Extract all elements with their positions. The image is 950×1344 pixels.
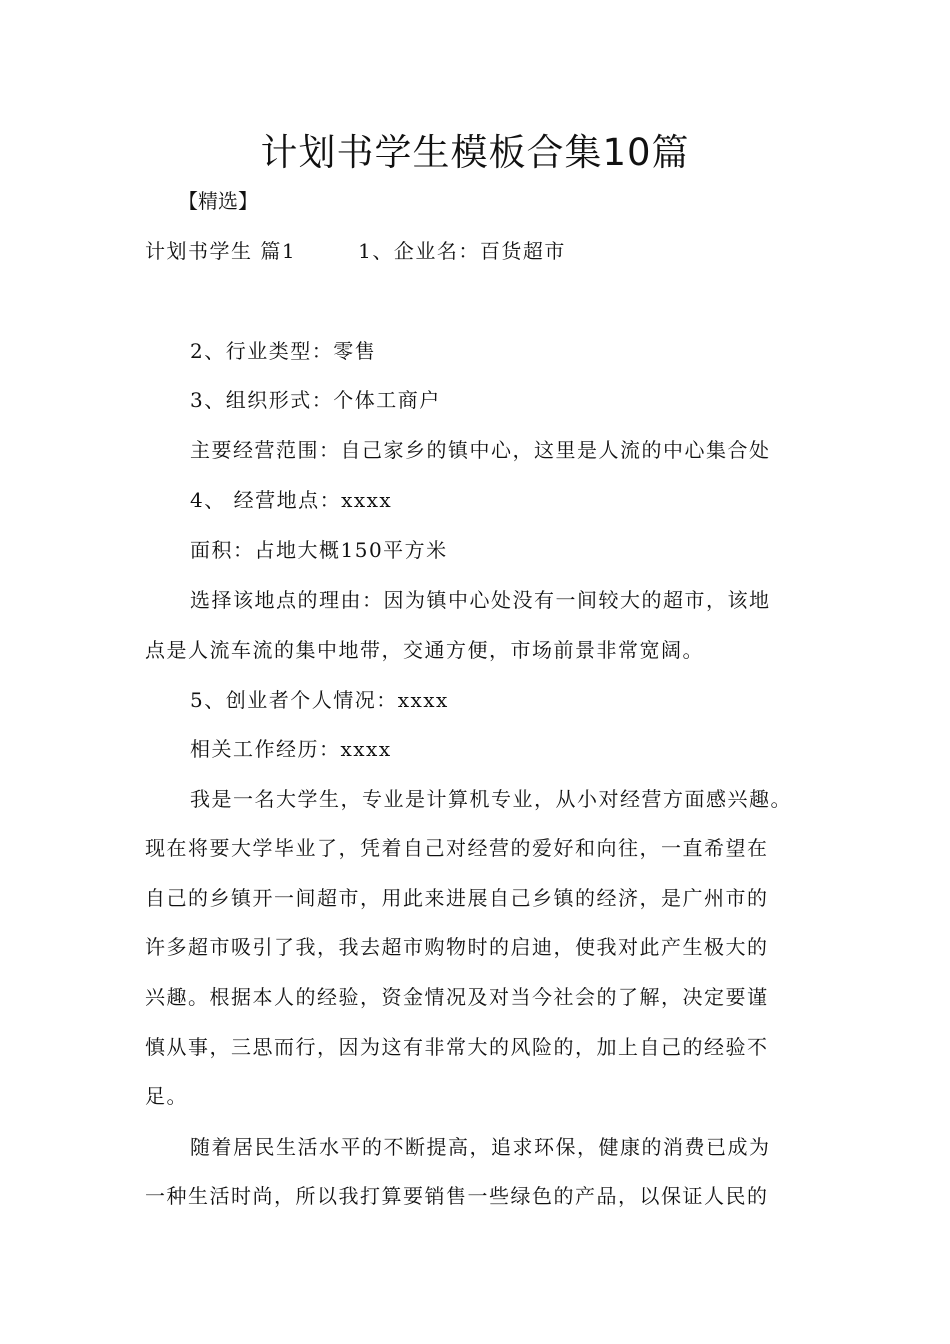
paragraph-line: 3、组织形式：个体工商户 (190, 388, 441, 412)
paragraph-line: 面积：占地大概150平方米 (190, 538, 448, 562)
paragraph-line: 兴趣。根据本人的经验，资金情况及对当今社会的了解，决定要谨 (145, 985, 769, 1009)
paragraph-line: 相关工作经历：xxxx (190, 737, 392, 761)
paragraph-line: 足。 (145, 1084, 188, 1108)
selected-tag: 【精选】 (178, 189, 258, 213)
paragraph-line: 主要经营范围：自己家乡的镇中心，这里是人流的中心集合处 (190, 438, 771, 462)
paragraph-line: 选择该地点的理由：因为镇中心处没有一间较大的超市，该地 (190, 588, 771, 612)
paragraph-line: 慎从事，三思而行，因为这有非常大的风险的，加上自己的经验不 (145, 1035, 769, 1059)
paragraph-line: 自己的乡镇开一间超市，用此来进展自己乡镇的经济，是广州市的 (145, 886, 769, 910)
paragraph-line: 我是一名大学生，专业是计算机专业，从小对经营方面感兴趣。 (190, 787, 792, 811)
paragraph-line: 现在将要大学毕业了，凭着自己对经营的爱好和向往，一直希望在 (145, 836, 769, 860)
paragraph-line: 2、行业类型：零售 (190, 339, 377, 363)
section-heading: 计划书学生 篇1 (145, 239, 297, 263)
paragraph-line: 点是人流车流的集中地带，交通方便，市场前景非常宽阔。 (145, 638, 704, 662)
section-line (145, 236, 566, 266)
paragraph-line: 5、创业者个人情况：xxxx (190, 688, 449, 712)
paragraph-line: 随着居民生活水平的不断提高，追求环保，健康的消费已成为 (190, 1135, 771, 1159)
paragraph-line: 4、 经营地点：xxxx (190, 488, 393, 512)
paragraph-line: 许多超市吸引了我，我去超市购物时的启迪，使我对此产生极大的 (145, 935, 769, 959)
document-title: 计划书学生模板合集10篇 (260, 131, 690, 174)
paragraph-line: 一种生活时尚，所以我打算要销售一些绿色的产品，以保证人民的 (145, 1184, 769, 1208)
item-1: 1、企业名：百货超市 (358, 239, 566, 263)
